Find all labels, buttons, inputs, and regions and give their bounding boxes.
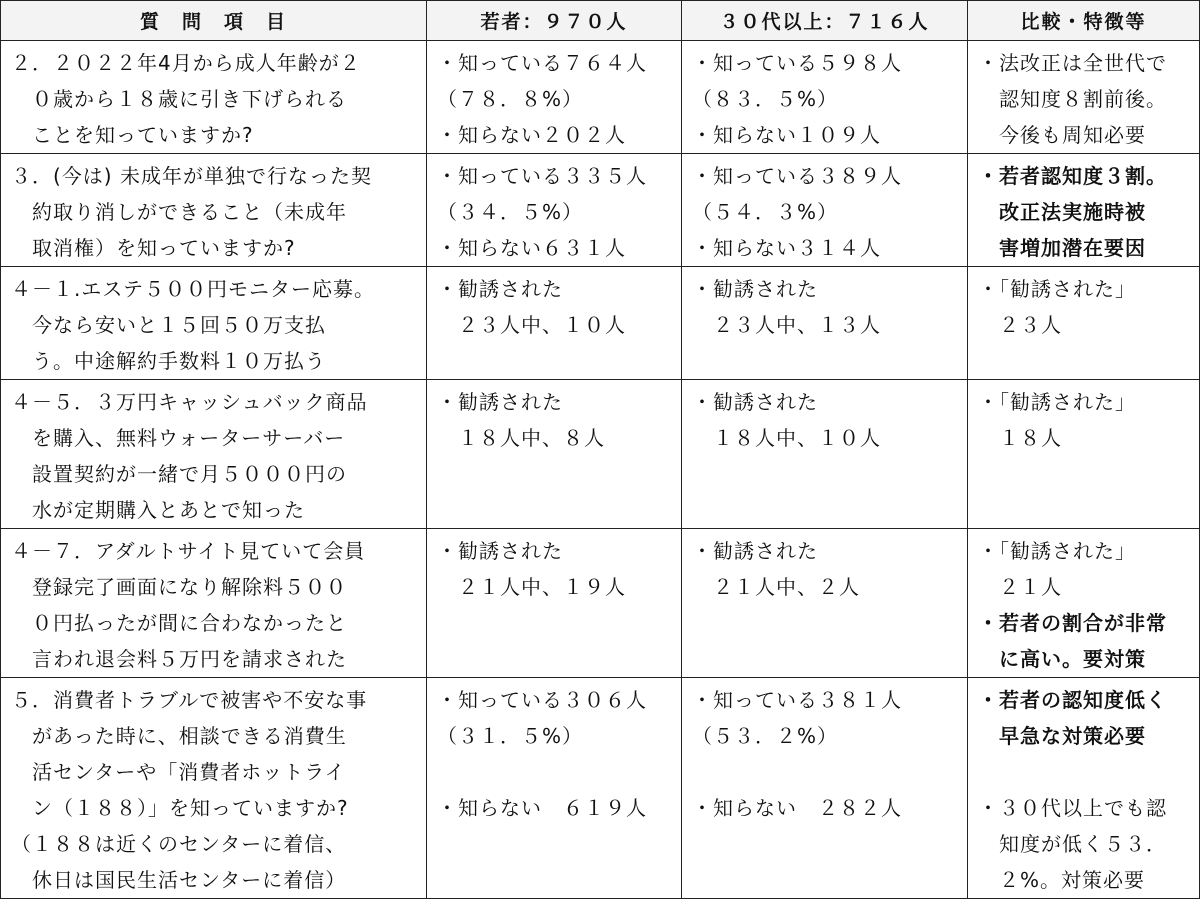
older-line: ・知らない１０９人	[692, 123, 881, 147]
question-line: 登録完了画面になり解除料５００	[11, 575, 347, 599]
question-note-line: （１８８は近くのセンターに着信、	[11, 832, 347, 856]
table-row	[1, 529, 1200, 678]
compare-line: 知度が低く５３．	[978, 832, 1167, 856]
young-line: ・知らない ６１９人	[437, 796, 647, 820]
header-compare: 比較・特徴等	[968, 1, 1200, 41]
table-row	[1, 380, 1200, 529]
question-line: 設置契約が一緒で月５０００円の	[11, 462, 347, 486]
compare-line: 改正法実施時被	[978, 200, 1146, 224]
question-line: 取消権）を知っていますか?	[11, 236, 296, 260]
header-row	[1, 1, 1200, 41]
question-cell	[1, 41, 427, 154]
older-line: １８人中、１０人	[692, 426, 881, 450]
question-line: ン（１８８）」を知っていますか?	[11, 796, 349, 820]
question-line: 言われ退会料５万円を請求された	[11, 647, 347, 671]
young-line: ２１人中、１９人	[437, 575, 626, 599]
older-cell	[682, 267, 968, 380]
question-cell	[1, 267, 427, 380]
question-line: ０歳から１８歳に引き下げられる	[11, 87, 347, 111]
older-cell	[682, 41, 968, 154]
compare-line: ・３０代以上でも認	[978, 796, 1167, 820]
young-line: ・勧誘された	[437, 539, 563, 563]
question-line: う。中途解約手数料１０万払う	[11, 349, 326, 373]
question-cell	[1, 154, 427, 267]
question-cell	[1, 529, 427, 678]
young-line: ・知っている７６４人	[437, 51, 647, 75]
older-line: ・勧誘された	[692, 277, 818, 301]
young-line: ・勧誘された	[437, 277, 563, 301]
question-line: ２．２０２２年4月から成人年齢が２	[11, 51, 361, 75]
older-line: （５４．３%）	[692, 200, 839, 224]
table-row	[1, 678, 1200, 899]
table-row	[1, 41, 1200, 154]
compare-cell	[968, 154, 1200, 267]
compare-cell	[968, 678, 1200, 899]
young-cell	[427, 678, 682, 899]
older-line: （８３．５%）	[692, 87, 839, 111]
young-cell	[427, 380, 682, 529]
young-line: ・知っている３３５人	[437, 164, 647, 188]
young-cell	[427, 267, 682, 380]
question-line: 今なら安いと１５回５０万支払	[11, 313, 326, 337]
header-older: ３０代以上：７１６人	[682, 1, 968, 41]
spacer	[692, 754, 959, 790]
compare-line: 認知度８割前後。	[978, 87, 1167, 111]
compare-line: ２３人	[978, 313, 1062, 337]
compare-line: ２１人	[978, 575, 1062, 599]
question-line: があった時に、相談できる消費生	[11, 724, 347, 748]
young-cell	[427, 154, 682, 267]
compare-emphasis-line: ・若者の認知度低く	[978, 688, 1167, 712]
header-young: 若者：９７０人	[427, 1, 682, 41]
young-line: ２３人中、１０人	[437, 313, 626, 337]
compare-line: １８人	[978, 426, 1062, 450]
older-cell	[682, 529, 968, 678]
older-line: ・知らない３１４人	[692, 236, 881, 260]
older-line: ・勧誘された	[692, 390, 818, 414]
compare-cell	[968, 267, 1200, 380]
compare-line: ・法改正は全世代で	[978, 51, 1167, 75]
question-cell	[1, 678, 427, 899]
older-line: ２１人中、２人	[692, 575, 860, 599]
young-cell	[427, 41, 682, 154]
question-line: ３．(今は) 未成年が単独で行なった契	[11, 164, 372, 188]
question-line: 約取り消しができること（未成年	[11, 200, 347, 224]
question-line: 水が定期購入とあとで知った	[11, 498, 305, 522]
table-row	[1, 154, 1200, 267]
older-line: ・知っている５９８人	[692, 51, 902, 75]
older-line: （５３．２%）	[692, 724, 839, 748]
older-cell	[682, 154, 968, 267]
compare-cell	[968, 380, 1200, 529]
compare-emphasis-line: 早急な対策必要	[978, 724, 1146, 748]
older-line: ・知っている３８９人	[692, 164, 902, 188]
compare-emphasis-line: ・若者の割合が非常	[978, 611, 1167, 635]
compare-line: ２%。対策必要	[978, 868, 1146, 892]
young-line: ・勧誘された	[437, 390, 563, 414]
older-line: ・知らない ２８２人	[692, 796, 902, 820]
young-line: ・知らない６３１人	[437, 236, 626, 260]
older-line: ・勧誘された	[692, 539, 818, 563]
older-line: ２３人中、１３人	[692, 313, 881, 337]
question-line: ０円払ったが間に合わなかったと	[11, 611, 347, 635]
question-line: ５．消費者トラブルで被害や不安な事	[11, 688, 368, 712]
young-line: ・知っている３０６人	[437, 688, 647, 712]
table-row	[1, 267, 1200, 380]
compare-line: 今後も周知必要	[978, 123, 1146, 147]
question-line: ４－７．アダルトサイト見ていて会員	[11, 539, 366, 563]
young-line: （３４．５%）	[437, 200, 584, 224]
older-line: ・知っている３８１人	[692, 688, 902, 712]
compare-emphasis-line: に高い。要対策	[978, 647, 1146, 671]
young-line: （３１．５%）	[437, 724, 584, 748]
older-cell	[682, 678, 968, 899]
compare-cell	[968, 41, 1200, 154]
spacer	[978, 754, 1191, 790]
young-line: （７８．８%）	[437, 87, 584, 111]
compare-line: ・若者認知度３割。	[978, 164, 1167, 188]
question-note-line: 休日は国民生活センターに着信）	[11, 868, 347, 892]
compare-line: ・「勧誘された」	[978, 390, 1136, 414]
question-line: 活センターや「消費者ホットライ	[11, 760, 346, 784]
question-line: を購入、無料ウォーターサーバー	[11, 426, 346, 450]
question-line: ４－５．３万円キャッシュバック商品	[11, 390, 368, 414]
question-cell	[1, 380, 427, 529]
older-cell	[682, 380, 968, 529]
header-question: 質 問 項 目	[1, 1, 427, 41]
question-line: ４－１.エステ５００円モニター応募。	[11, 277, 375, 301]
spacer	[437, 754, 673, 790]
compare-cell	[968, 529, 1200, 678]
young-cell	[427, 529, 682, 678]
compare-line: ・「勧誘された」	[978, 277, 1136, 301]
question-line: ことを知っていますか?	[11, 123, 254, 147]
compare-line: 害増加潜在要因	[978, 236, 1146, 260]
young-line: ・知らない２０２人	[437, 123, 626, 147]
compare-line: ・「勧誘された」	[978, 539, 1136, 563]
young-line: １８人中、８人	[437, 426, 605, 450]
